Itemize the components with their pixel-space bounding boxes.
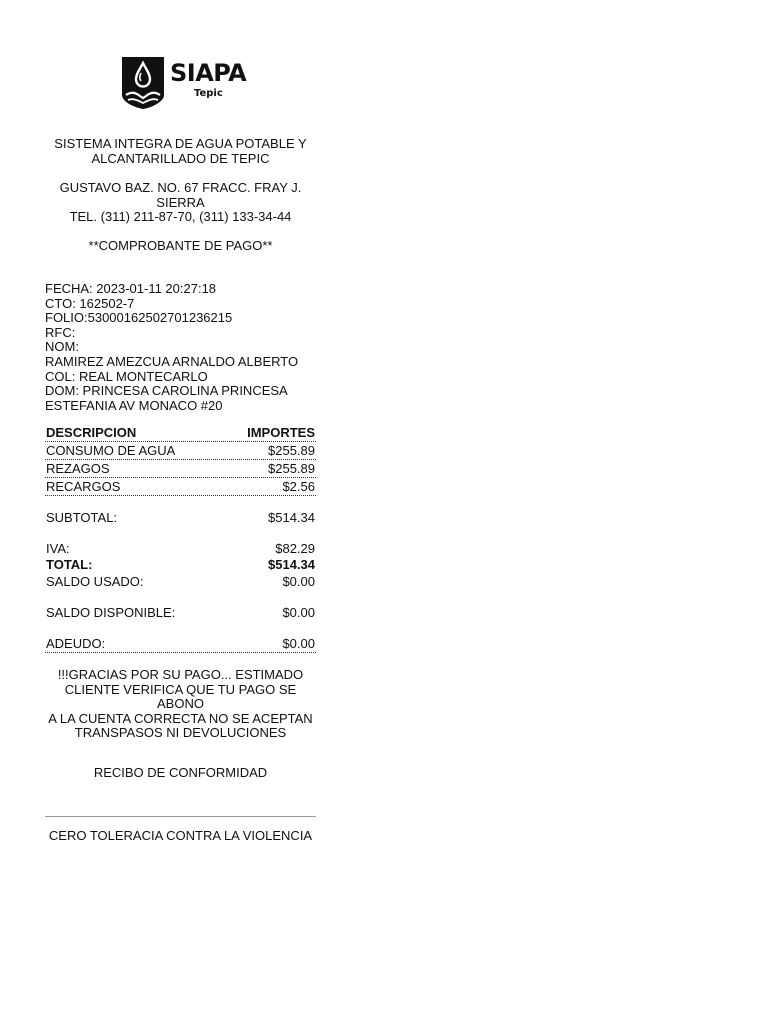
saldo-disponible-label: SALDO DISPONIBLE: [46, 605, 176, 620]
table-row [45, 479, 316, 496]
thanks-line-2: CLIENTE VERIFICA QUE TU PAGO SE ABONO [64, 681, 297, 712]
rfc-line: RFC: [45, 324, 76, 340]
subtotal-row [45, 510, 316, 526]
total-row [45, 557, 316, 573]
domicilio-line-1: DOM: PRINCESA CAROLINA PRINCESA [45, 383, 288, 399]
water-drop-hands-icon [120, 55, 166, 111]
saldo-disponible-value: $0.00 [282, 605, 315, 620]
saldo-disponible-row [45, 605, 316, 621]
table-row [45, 461, 316, 478]
colonia-line: COL: REAL MONTECARLO [45, 368, 208, 384]
row-desc: REZAGOS [46, 461, 110, 476]
siapa-logo [120, 55, 250, 111]
fecha-line: FECHA: 2023-01-11 20:27:18 [45, 281, 217, 296]
row-amount: $255.89 [268, 461, 315, 476]
iva-value: $82.29 [275, 541, 315, 556]
logo-city: Tepic [194, 88, 223, 99]
row-desc: RECARGOS [46, 479, 121, 494]
violencia-notice: CERO TOLERACIA CONTRA LA VIOLENCIA [48, 828, 313, 843]
table-row [45, 443, 316, 460]
folio-line: FOLIO:53000162502701236215 [45, 310, 233, 326]
conformidad-label: RECIBO DE CONFORMIDAD [93, 765, 268, 780]
adeudo-label: ADEUDO: [46, 636, 106, 651]
adeudo-row [45, 636, 316, 653]
document-title: **COMPROBANTE DE PAGO** [88, 238, 273, 253]
header-descripcion: DESCRIPCION [46, 425, 137, 440]
row-desc: CONSUMO DE AGUA [46, 443, 176, 458]
customer-info [45, 282, 316, 413]
row-amount: $2.56 [282, 479, 315, 494]
org-line-1: SISTEMA INTEGRA DE AGUA POTABLE Y [54, 136, 307, 151]
iva-label: IVA: [46, 541, 70, 556]
table-header [45, 425, 316, 442]
saldo-usado-label: SALDO USADO: [46, 574, 144, 589]
logo-wordmark: SIAPA [170, 59, 247, 87]
thanks-message [45, 668, 316, 741]
address-line-1: GUSTAVO BAZ. NO. 67 FRACC. FRAY J. [59, 180, 302, 195]
org-line-2: ALCANTARILLADO DE TEPIC [91, 150, 270, 166]
cto-line: CTO: 162502-7 [45, 295, 135, 311]
thanks-line-3: A LA CUENTA CORRECTA NO SE ACEPTAN [48, 710, 313, 726]
charges-table [45, 425, 316, 496]
domicilio-line-2: ESTEFANIA AV MONACO #20 [45, 397, 223, 413]
thanks-line-1: !!!GRACIAS POR SU PAGO... ESTIMADO [57, 667, 304, 682]
total-label: TOTAL: [46, 557, 93, 572]
org-name [45, 137, 316, 166]
address-line-2: SIERRA [156, 194, 205, 210]
row-amount: $255.89 [268, 443, 315, 458]
signature-line [45, 816, 316, 817]
saldo-usado-value: $0.00 [282, 574, 315, 589]
org-address [45, 181, 316, 225]
nom-label: NOM: [45, 339, 79, 355]
customer-name: RAMIREZ AMEZCUA ARNALDO ALBERTO [45, 353, 299, 369]
subtotal-label: SUBTOTAL: [46, 510, 118, 525]
adeudo-value: $0.00 [282, 636, 315, 651]
subtotal-value: $514.34 [268, 510, 315, 525]
iva-row [45, 541, 316, 557]
thanks-line-4: TRANSPASOS NI DEVOLUCIONES [74, 725, 287, 741]
header-importes: IMPORTES [247, 425, 315, 440]
total-value: $514.34 [268, 557, 315, 572]
phone-line: TEL. (311) 211-87-70, (311) 133-34-44 [69, 209, 292, 225]
saldo-usado-row [45, 574, 316, 590]
